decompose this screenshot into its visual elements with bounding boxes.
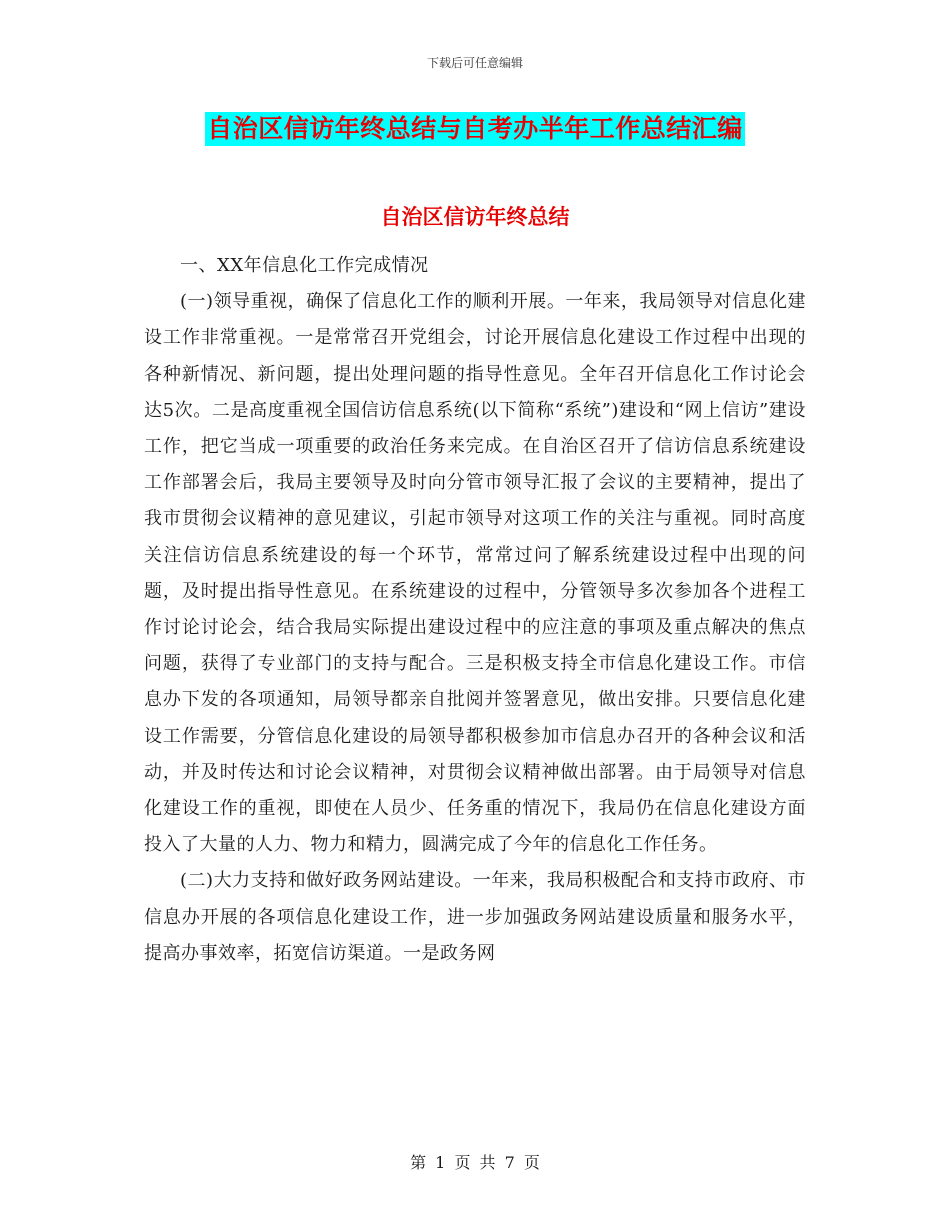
header-note: 下载后可任意编辑 xyxy=(426,56,523,70)
main-title: 自治区信访年终总结与自考办半年工作总结汇编 xyxy=(205,112,745,146)
paragraph: (二)大力支持和做好政务网站建设。一年来，我局积极配合和支持市政府、市信息办开展的各项信息化建设工作，进一步加强政务网站建设质量和服务水平，提高办事效率，拓宽信访渠道。一是政务网 xyxy=(144,870,806,964)
main-title-container xyxy=(0,112,950,146)
body-text xyxy=(144,248,806,972)
page-footer: 第 1 页 共 7 页 xyxy=(410,1153,540,1172)
paragraph: (一)领导重视，确保了信息化工作的顺利开展。一年来，我局领导对信息化建设工作非常重视。一是常常召开党组会，讨论开展信息化建设工作过程中出现的各种新情况、新问题，提出处理问题的指导性意见。全年召开信息化工作讨论会达5次。二是高度重视全国信访信息系统(以下简称“系统”)建设和“网上信访”建设工作，把它当成一项重要的政治任务来完成。在自治区召开了信访信息系统建设工作部署会后，我局主要领导及时向分管市领导汇报了会议的主要精神，提出了我市贯彻会议精神的意见建议，引起市领导对这项工作的关注与重视。同时高度关注信访信息系统建设的每一个环节，常常过问了解系统建设过程中出现的问题，及时提出指导性意见。在系统建设的过程中，分管领导多次参加各个进程工作讨论讨论会，结合我局实际提出建设过程中的应注意的事项及重点解决的焦点问题，获得了专业部门的支持与配合。三是积极支持全市信息化建设工作。市信息办下发的各项通知，局领导都亲自批阅并签署意见，做出安排。只要信息化建设工作需要，分管信息化建设的局领导都积极参加市信息办召开的各种会议和活动，并及时传达和讨论会议精神，对贯彻会议精神做出部署。由于局领导对信息化建设工作的重视，即使在人员少、任务重的情况下，我局仍在信息化建设方面投入了大量的人力、物力和精力，圆满完成了今年的信息化工作任务。 xyxy=(144,291,806,856)
paragraph-heading: 一、XX年信息化工作完成情况 xyxy=(180,255,429,276)
section-title: 自治区信访年终总结 xyxy=(380,205,570,229)
